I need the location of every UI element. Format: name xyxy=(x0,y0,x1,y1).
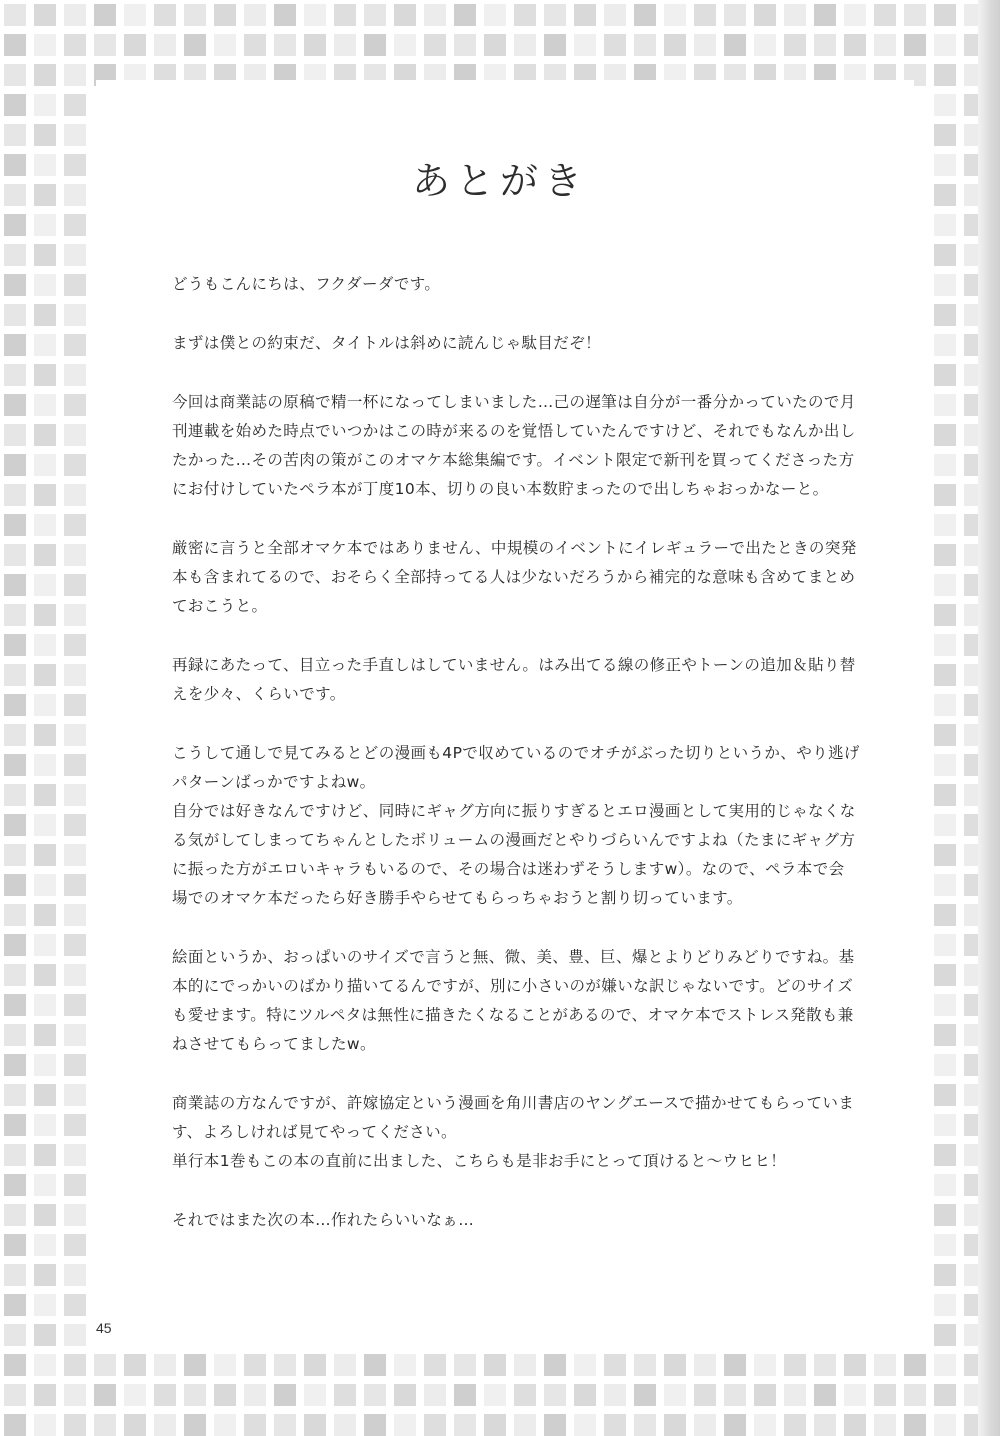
text-line: にお付けしていたペラ本が丁度10本、切りの良い本数貯まったので出しちゃおっかなーと。 xyxy=(172,480,829,498)
text-line: 厳密に言うと全部オマケ本ではありません、中規模のイベントにイレギュラーで出たときの突発 xyxy=(172,539,857,557)
text-line: 刊連載を始めた時点でいつかはこの時が来るのを覚悟していたんですけど、それでもなんか出し xyxy=(172,422,856,440)
text-line: 商業誌の方なんですが、許嫁協定という漫画を角川書店のヤングエースで描かせてもらっていま xyxy=(172,1094,855,1112)
text-line: る気がしてしまってちゃんとしたボリュームの漫画だとやりづらいんですよね（たまにギャグ方 xyxy=(172,831,856,849)
text-line: 単行本1巻もこの本の直前に出ました、こちらも是非お手にとって頂けると～ウヒヒ！ xyxy=(172,1152,787,1170)
paragraph xyxy=(172,388,856,504)
text-line: えを少々、くらいです。 xyxy=(172,685,346,703)
paragraph xyxy=(172,329,832,358)
text-line: 本的にでっかいのばかり描いてるんですが、別に小さいのが嫌いな訳じゃないです。どのサイズ xyxy=(172,977,854,995)
text-line: たかった…その苦肉の策がこのオマケ本総集編です。イベント限定で新刊を買ってくださった方 xyxy=(172,451,855,469)
paragraph xyxy=(172,651,856,709)
text-line: 再録にあたって、目立った手直しはしていません。はみ出てる線の修正やトーンの追加＆貼り替 xyxy=(172,656,856,674)
paragraph xyxy=(172,1089,855,1176)
afterword-body xyxy=(172,270,860,1265)
text-line: それではまた次の本…作れたらいいなぁ… xyxy=(172,1211,475,1229)
paragraph xyxy=(172,534,857,621)
text-line: 今回は商業誌の原稿で精一杯になってしまいました…己の遅筆は自分が一番分かっていたので月 xyxy=(172,393,856,411)
text-line: 本も含まれてるので、おそらく全部持ってる人は少ないだろうから補完的な意味も含めてまとめ xyxy=(172,568,856,586)
paragraph xyxy=(172,1206,832,1235)
text-line: も愛せます。特にツルペタは無性に描きたくなることがあるので、オマケ本でストレス発散も兼 xyxy=(172,1006,854,1024)
paragraph xyxy=(172,739,860,913)
binding-gutter-shadow xyxy=(978,0,1000,1436)
text-line: まずは僕との約束だ、タイトルは斜めに読んじゃ駄目だぞ！ xyxy=(172,334,601,352)
text-line: ておこうと。 xyxy=(172,597,268,615)
text-line: ねさせてもらってましたw。 xyxy=(172,1035,376,1053)
text-line: に振った方がエロいキャラもいるので、その場合は迷わずそうしますw）。なので、ペラ本で会 xyxy=(172,860,845,878)
page-title: あとがき xyxy=(411,159,588,203)
text-line: 自分では好きなんですけど、同時にギャグ方向に振りすぎるとエロ漫画として実用的じゃなくな xyxy=(172,802,856,820)
text-line: パターンばっかですよねw。 xyxy=(172,773,376,791)
paragraph xyxy=(172,943,855,1059)
text-line: す、よろしければ見てやってください。 xyxy=(172,1123,457,1141)
text-line: どうもこんにちは、フクダーダです。 xyxy=(172,275,441,293)
page-number: 45 xyxy=(96,1320,112,1336)
text-line: 場でのオマケ本だったら好き勝手やらせてもらっちゃおうと割り切っています。 xyxy=(172,889,743,907)
text-line: こうして通しで見てみるとどの漫画も4Pで収めているのでオチがぶった切りというか、やり逃げ xyxy=(172,744,860,762)
paragraph xyxy=(172,270,832,299)
text-line: 絵面というか、おっぱいのサイズで言うと無、微、美、豊、巨、爆とよりどりみどりですね。基 xyxy=(172,948,855,966)
